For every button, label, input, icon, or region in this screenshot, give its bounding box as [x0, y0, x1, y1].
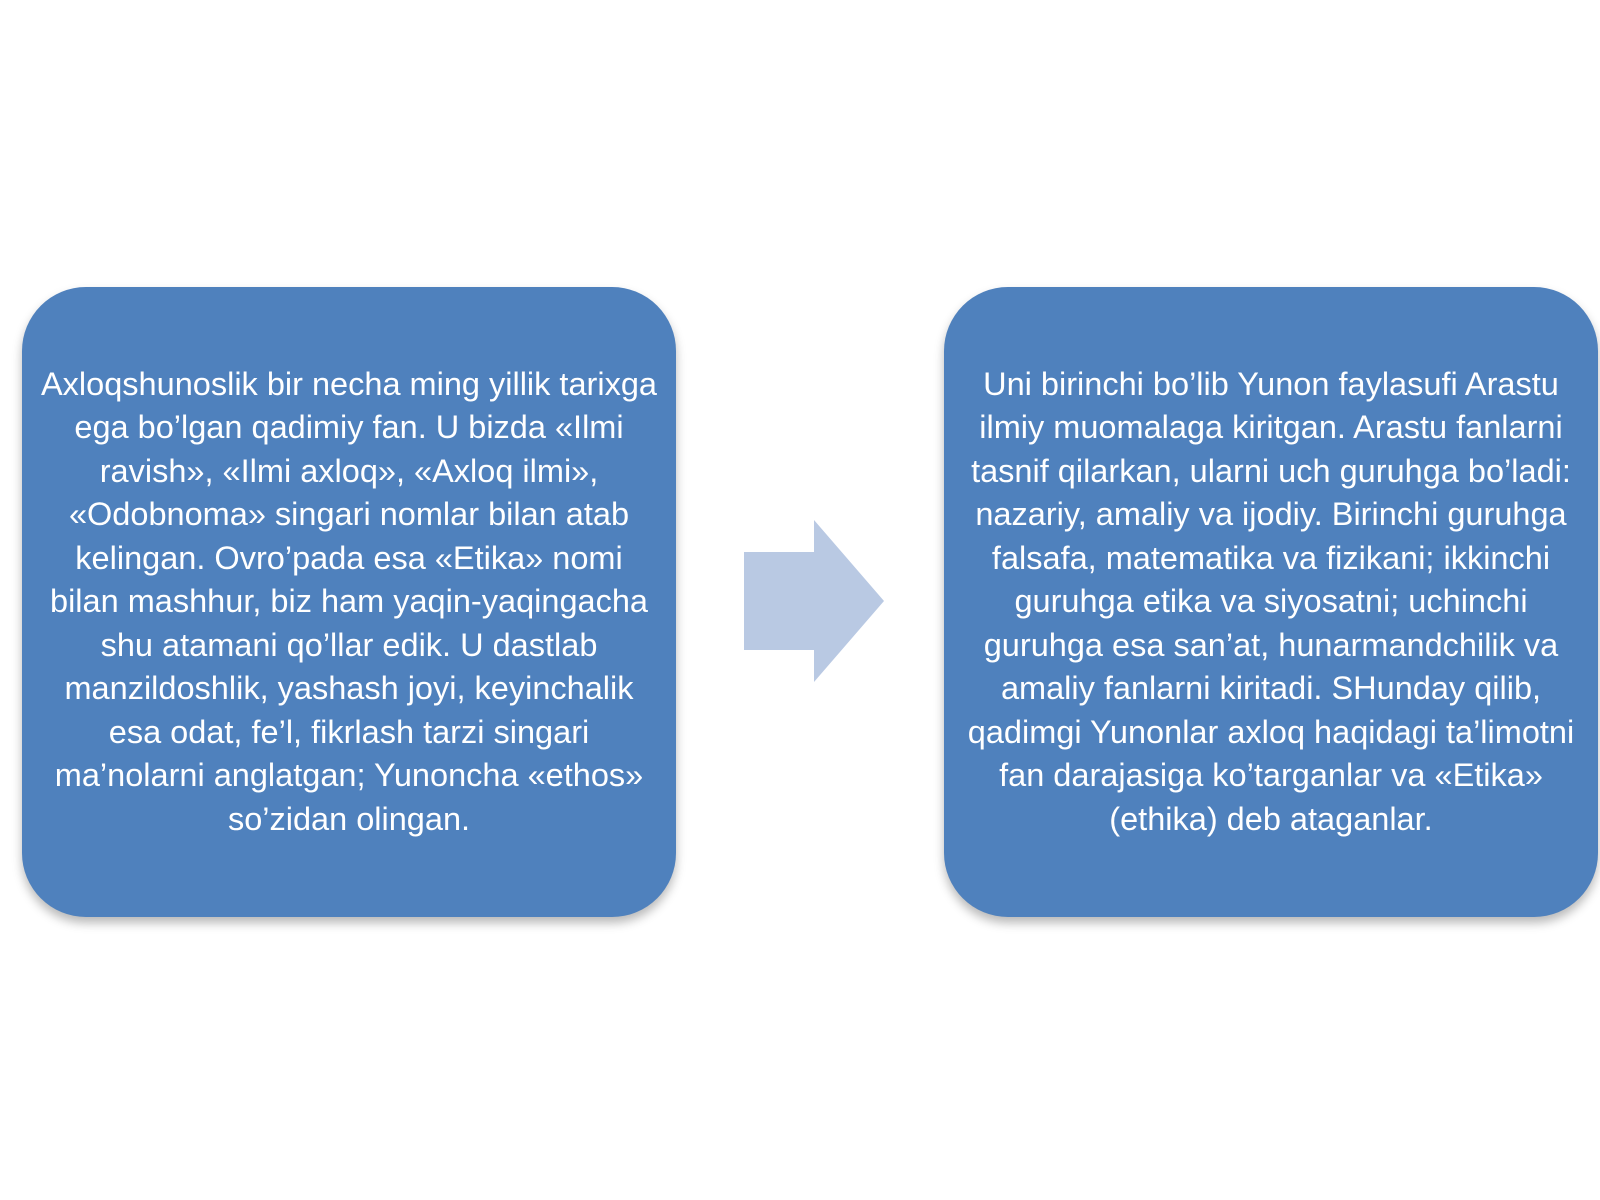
- right-box-text: Uni birinchi bo’lib Yunon faylasufi Arastu ilmiy muomalaga kiritgan. Arastu fanlarni tasnif qilarkan, ularni uch guruhga bo’ladi: nazariy, amaliy va ijodiy. Birinchi guruhga falsafa, matematika va fizikani; ikkinchi guruhga etika va siyosatni; uchinchi guruhga esa san’at, hunarmandchilik va amaliy fanlarni kiritadi. SHunday qilib, qadimgi Yunonlar axloq haqidagi ta’limotni fan darajasiga ko’targanlar va «Etika» (ethika) deb ataganlar.: [967, 365, 1575, 837]
- left-box-text: Axloqshunoslik bir necha ming yillik tarixga ega bo’lgan qadimiy fan. U bizda «Ilmi ravish», «Ilmi axloq», «Axloq ilmi», «Odobnoma» singari nomlar bilan atab kelingan. Ovro’pada esa «Etika» nomi bilan mashhur, biz ham yaqin-yaqingacha shu atamani qo’llar edik. U dastlab manzildoshlik, yashash joyi, keyinchalik esa odat, fe’l, fikrlash tarzi singari ma’nolarni anglatgan; Yunoncha «ethos» so’zidan olingan.: [41, 365, 657, 837]
- left-text-box: [22, 287, 676, 917]
- right-arrow-icon: [744, 520, 884, 682]
- arrow-shape: [744, 520, 884, 682]
- right-text-box: [944, 287, 1598, 917]
